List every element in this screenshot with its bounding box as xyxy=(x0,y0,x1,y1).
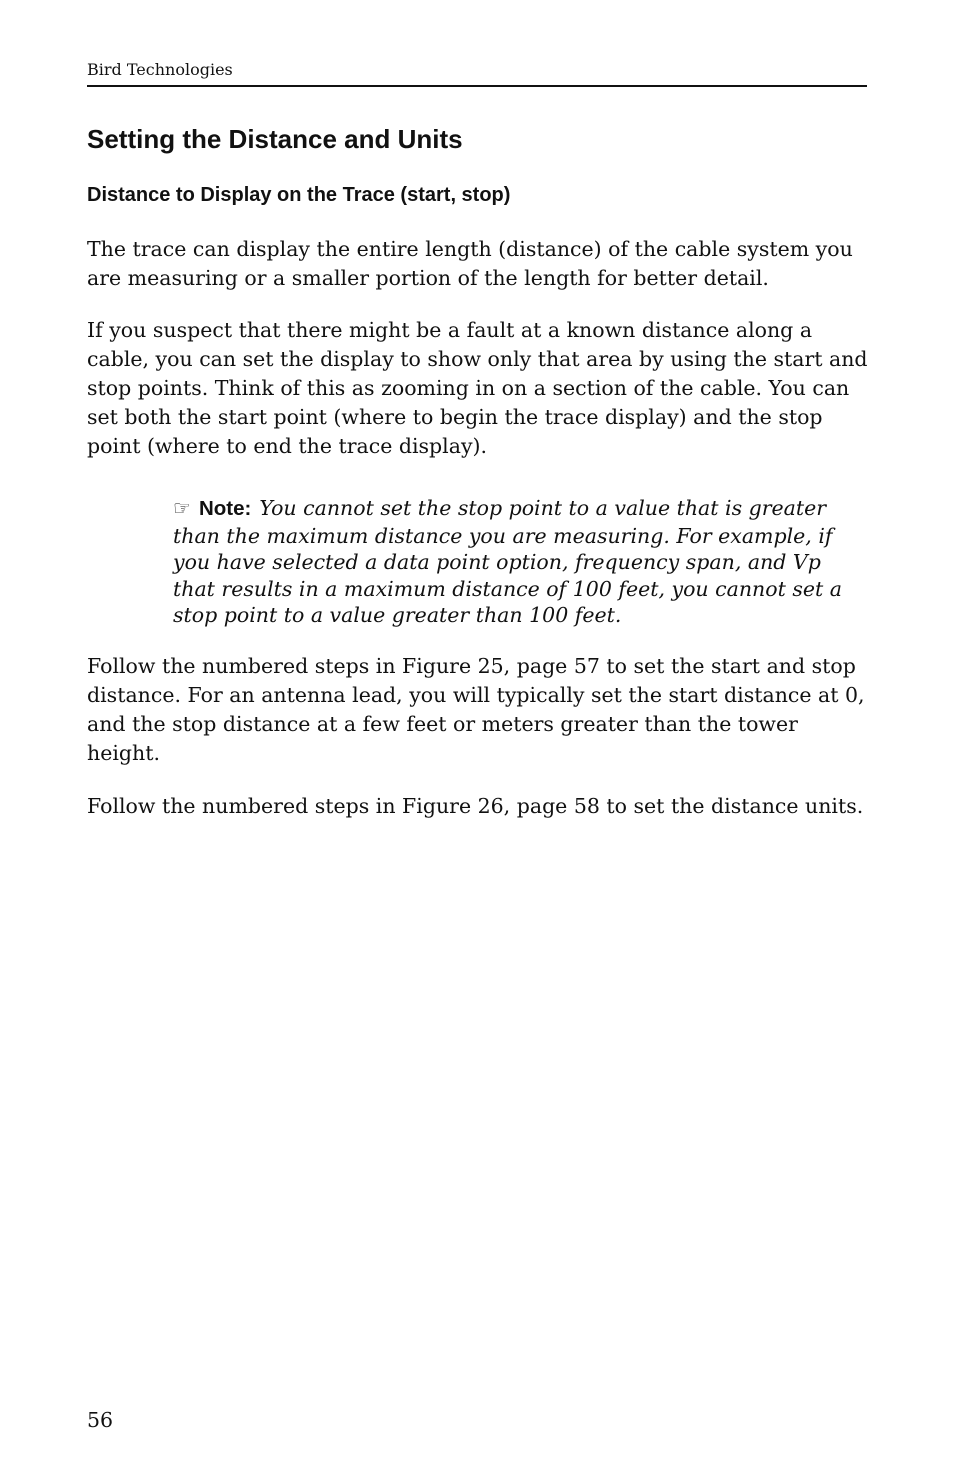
subsection-title: Distance to Display on the Trace (start, stop) xyxy=(87,184,511,206)
section-title: Setting the Distance and Units xyxy=(87,124,463,154)
paragraph-start-stop-points: If you suspect that there might be a fault at a known distance along a cable, you can set the display to show only that area by using the start and stop points. Think of this as zooming in on a section of the cable. You can set both the start point (where to begin the trace display) and the stop point (where to end the trace display). xyxy=(87,318,868,458)
paragraph-figure-26-steps: Follow the numbered steps in Figure 26, page 58 to set the distance units. xyxy=(87,794,864,818)
running-header: Bird Technologies xyxy=(87,60,233,79)
paragraph-trace-length: The trace can display the entire length (distance) of the cable system you are measuring or a smaller portion of the length for better detail. xyxy=(87,237,853,290)
pointing-hand-icon: ☞ xyxy=(173,496,191,520)
note-block xyxy=(173,495,863,629)
note-text: You cannot set the stop point to a value that is greater than the maximum distance you are measuring. For example, if you have selected a data point option, frequency span, and Vp that results in a maximum distance of 100 feet, you cannot set a stop point to a value greater than 100 feet. xyxy=(173,496,842,628)
header-rule xyxy=(87,85,867,87)
note-label: Note: xyxy=(198,497,252,520)
paragraph-figure-25-steps: Follow the numbered steps in Figure 25, page 57 to set the start and stop distance. For an antenna lead, you will typically set the start distance at 0, and the stop distance at a few feet or meters greater than the tower height. xyxy=(87,654,865,765)
page-number: 56 xyxy=(87,1408,114,1432)
